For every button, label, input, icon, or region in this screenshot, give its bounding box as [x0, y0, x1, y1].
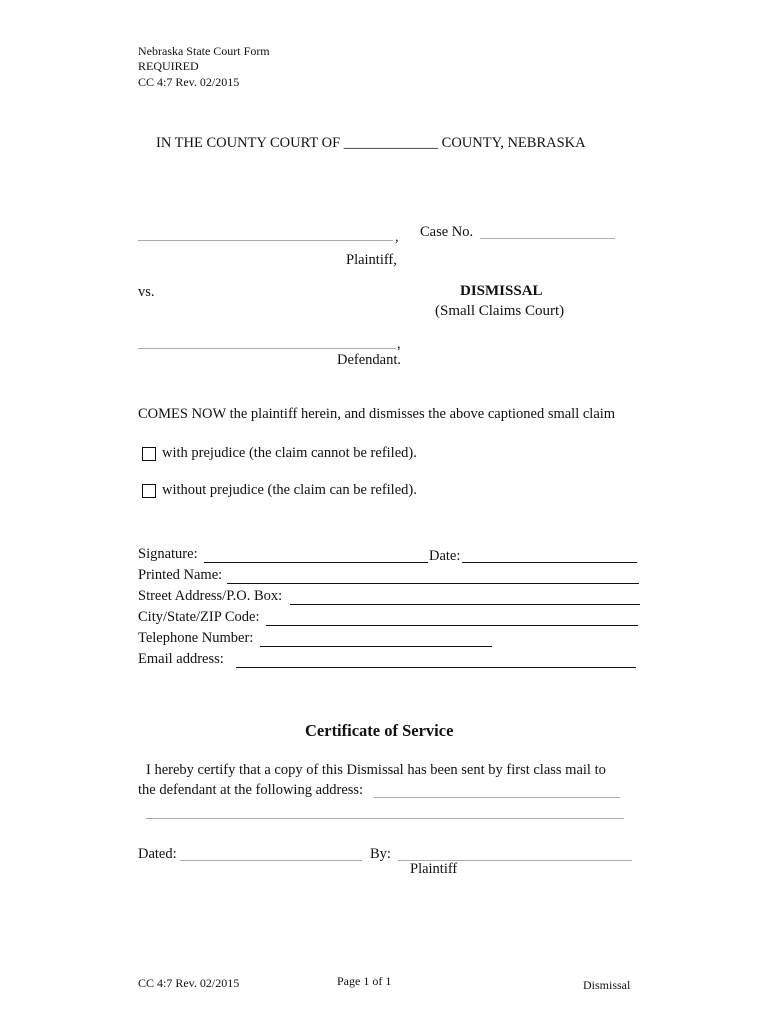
defendant-label: Defendant. — [337, 352, 402, 368]
signature-field[interactable] — [204, 562, 428, 563]
certificate-title: Certificate of Service — [305, 721, 454, 740]
street-address-field[interactable] — [290, 604, 640, 605]
dated-label: Dated: — [138, 846, 177, 862]
email-label: Email address: — [138, 651, 224, 667]
certificate-text-line2: the defendant at the following address: — [138, 782, 364, 798]
plaintiff-label: Plaintiff, — [346, 252, 397, 268]
document-title: DISMISSAL — [460, 283, 543, 299]
telephone-field[interactable] — [260, 646, 492, 647]
by-label: By: — [370, 846, 391, 862]
plaintiff-name-field[interactable] — [138, 240, 393, 241]
court-title: IN THE COUNTY COURT OF _____________ COUNTY, NEBRASKA — [156, 135, 586, 151]
with-prejudice-checkbox[interactable] — [142, 447, 156, 461]
street-address-label: Street Address/P.O. Box: — [138, 588, 283, 604]
case-number-field[interactable] — [480, 238, 615, 239]
case-number-label: Case No. — [420, 224, 474, 240]
signature-label: Signature: — [138, 546, 198, 562]
printed-name-field[interactable] — [227, 583, 639, 584]
form-header-line2: REQUIRED — [138, 59, 199, 73]
without-prejudice-checkbox[interactable] — [142, 484, 156, 498]
without-prejudice-label: without prejudice (the claim can be refiled). — [162, 482, 417, 498]
email-field[interactable] — [236, 667, 636, 668]
defendant-name-field[interactable] — [138, 348, 396, 349]
certificate-plaintiff-label: Plaintiff — [410, 861, 458, 877]
certificate-text-line1: I hereby certify that a copy of this Dismissal has been sent by first class mail to — [146, 762, 606, 778]
city-state-zip-label: City/State/ZIP Code: — [138, 609, 260, 625]
city-state-zip-field[interactable] — [266, 625, 638, 626]
form-header-line3: CC 4:7 Rev. 02/2015 — [138, 75, 240, 89]
plaintiff-comma: , — [395, 229, 399, 245]
defendant-address-line2-field[interactable] — [146, 818, 624, 819]
signature-date-label: Date: — [429, 548, 461, 564]
printed-name-label: Printed Name: — [138, 567, 223, 583]
defendant-address-field[interactable] — [374, 797, 620, 798]
signature-date-field[interactable] — [462, 562, 637, 563]
dismissal-statement: COMES NOW the plaintiff herein, and dismisses the above captioned small claim — [138, 406, 616, 422]
defendant-comma: , — [397, 336, 401, 352]
telephone-label: Telephone Number: — [138, 630, 254, 646]
with-prejudice-label: with prejudice (the claim cannot be refiled). — [162, 445, 417, 461]
footer-document-name: Dismissal — [583, 978, 631, 992]
document-subtitle: (Small Claims Court) — [435, 303, 565, 319]
footer-form-code: CC 4:7 Rev. 02/2015 — [138, 976, 240, 990]
dated-field[interactable] — [180, 860, 362, 861]
versus-label: vs. — [138, 284, 155, 300]
form-header-line1: Nebraska State Court Form — [138, 44, 270, 58]
footer-page-number: Page 1 of 1 — [337, 974, 392, 988]
